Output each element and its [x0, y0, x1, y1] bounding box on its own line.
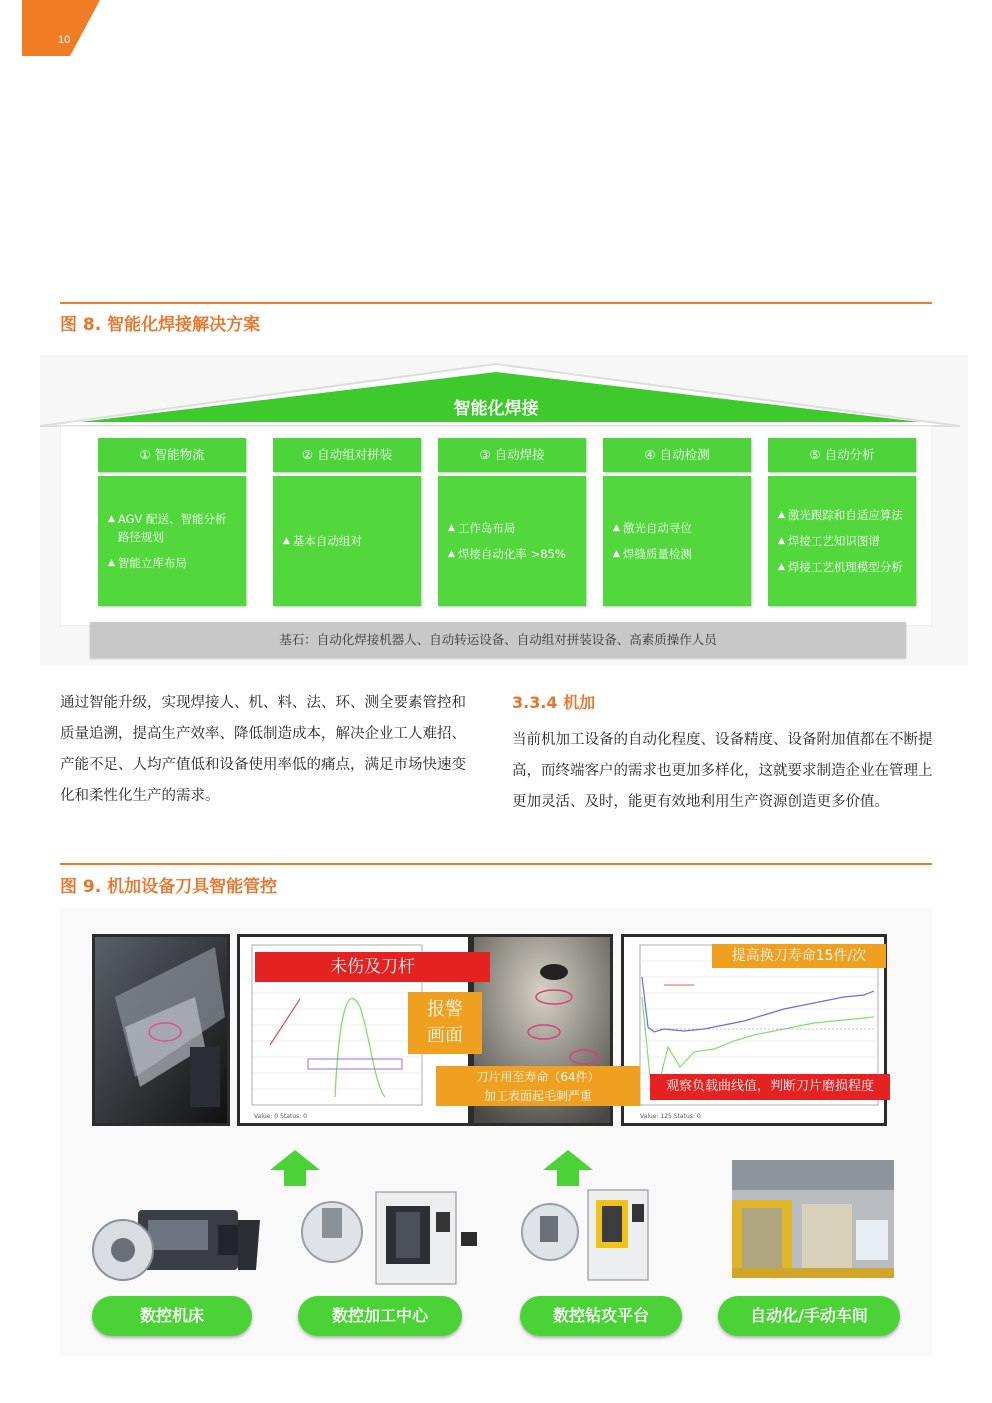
figure8-column-item — [778, 558, 906, 576]
figure8-title: 图 8. 智能化焊接解决方案 — [60, 315, 261, 335]
figure8-column-item — [108, 554, 236, 572]
figure8-column-heading: ① 智能物流 — [98, 438, 246, 472]
triangle-bullet-icon: ▲ — [448, 549, 455, 559]
figure8-column-item-text: 焊接工艺机理模型分析 — [787, 560, 903, 574]
label-blade-life: 刀片用至寿命（64件） 加工表面起毛刺严重 — [436, 1066, 640, 1106]
label-improve: 提高换刀寿命15件/次 — [712, 944, 886, 968]
figure9-rule — [60, 863, 932, 865]
figure8-column-item — [613, 519, 741, 537]
up-arrow-icon — [541, 1148, 595, 1188]
figure8-column-heading: ② 自动组对拼装 — [273, 438, 421, 472]
chart2-footer: Value: 125 Status: 0 — [640, 1113, 701, 1120]
left-paragraph: 通过智能升级，实现焊接人、机、料、法、环、测全要素管控和质量追溯，提高生产效率、降低制造成本，解决企业工人难招、产能不足、人均产值低和设备使用率低的痛点，满足市场快速变化和柔性化生产的需求。 — [60, 695, 466, 804]
cnc-lathe-image — [88, 1190, 268, 1290]
figure8-column-body — [438, 476, 586, 606]
triangle-bullet-icon: ▲ — [108, 558, 115, 568]
figure8-column-item-text: 激光跟踪和自适应算法 — [787, 508, 903, 522]
figure8-column-item — [778, 506, 906, 524]
figure8-roof-title: 智能化焊接 — [453, 399, 539, 419]
figure8-column-item-text: 工作岛布局 — [457, 521, 516, 535]
figure8-column-item-text: 智能立库布局 — [117, 556, 187, 570]
page-corner-tab — [0, 0, 100, 56]
btn-drilling-platform[interactable]: 数控钻攻平台 — [520, 1296, 682, 1336]
figure8-column-item-text: 焊接工艺知识图谱 — [787, 534, 880, 548]
figure8-column-heading: ③ 自动焊接 — [438, 438, 586, 472]
figure8-column-heading: ⑤ 自动分析 — [768, 438, 916, 472]
figure8-column-item — [778, 532, 906, 550]
triangle-bullet-icon: ▲ — [613, 549, 620, 559]
btn-workshop[interactable]: 自动化/手动车间 — [718, 1296, 900, 1336]
label-alarm: 报警 画面 — [408, 992, 482, 1054]
triangle-bullet-icon: ▲ — [778, 562, 785, 572]
figure8-column-item — [283, 532, 411, 550]
figure8-column-item — [448, 545, 576, 563]
figure8-column-item-text: 基本自动组对 — [292, 534, 362, 548]
figure8-column-item — [108, 510, 236, 546]
figure8-column-body — [98, 476, 246, 606]
drilling-platform-image — [518, 1186, 678, 1286]
triangle-bullet-icon: ▲ — [448, 523, 455, 533]
section-heading: 3.3.4 机加 — [512, 693, 596, 712]
triangle-bullet-icon: ▲ — [778, 536, 785, 546]
triangle-bullet-icon: ▲ — [613, 523, 620, 533]
btn-cnc-lathe[interactable]: 数控机床 — [92, 1296, 252, 1336]
figure8-foundation: 基石：自动化焊接机器人、自动转运设备、自动组对拼装设备、高素质操作人员 — [90, 622, 906, 658]
triangle-bullet-icon: ▲ — [778, 510, 785, 520]
figure8-column-item-text: 激光自动寻位 — [622, 521, 692, 535]
triangle-bullet-icon: ▲ — [283, 536, 290, 546]
label-observe: 观察负载曲线值，判断刀片磨损程度 — [650, 1074, 890, 1100]
tool-photo — [92, 934, 230, 1126]
figure9-title: 图 9. 机加设备刀具智能管控 — [60, 877, 278, 897]
figure8-column-body — [603, 476, 751, 606]
page-number: 10 — [58, 34, 71, 46]
workshop-image — [732, 1160, 894, 1278]
triangle-bullet-icon: ▲ — [108, 514, 115, 524]
figure8-column-body — [273, 476, 421, 606]
figure8-column-item-text: 焊接自动化率 >85% — [457, 547, 566, 561]
figure8-column-item-text: 焊缝质量检测 — [622, 547, 692, 561]
section-paragraph: 当前机加工设备的自动化程度、设备精度、设备附加值都在不断提高，而终端客户的需求也更加多样化，这就要求制造企业在管理上更加灵活、及时，能更有效地利用生产资源创造更多价值。 — [512, 732, 933, 810]
figure8-column-body — [768, 476, 916, 606]
figure8-column-heading: ④ 自动检测 — [603, 438, 751, 472]
chart1-footer: Value: 0 Status: 0 — [254, 1113, 307, 1120]
figure8-rule — [60, 302, 932, 304]
btn-machining-center[interactable]: 数控加工中心 — [298, 1296, 462, 1336]
figure8-column-item — [613, 545, 741, 563]
machining-center-image — [296, 1182, 490, 1290]
figure8-column-item-text: AGV 配送、智能分析路径规划 — [117, 512, 227, 544]
label-uninjured: 未伤及刀杆 — [255, 952, 490, 982]
figure8-column-item — [448, 519, 576, 537]
